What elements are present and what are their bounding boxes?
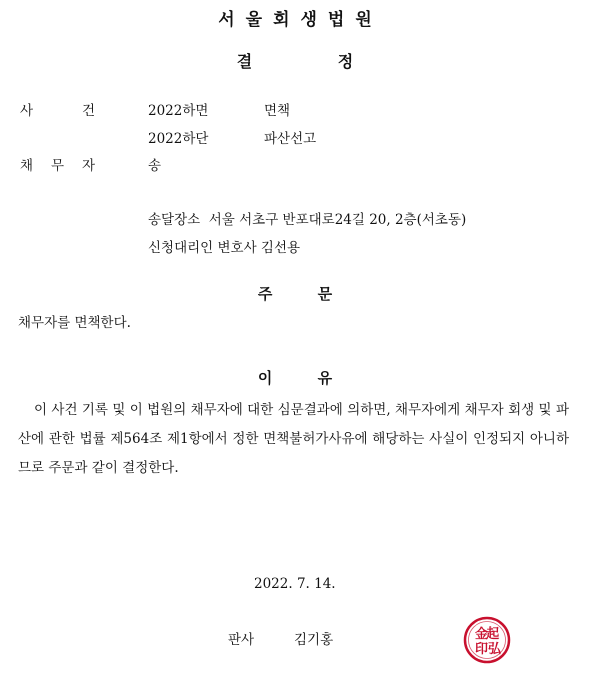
debtor-label-char: 자 [81,158,95,174]
case-name-1: 면책 [264,103,291,119]
judge-name: 김기홍 [294,632,334,648]
debtor-label [20,156,95,176]
debtor-label-char: 채 [20,158,34,174]
seal-characters: 金起 印弘 [474,626,501,657]
reason-text: 이 사건 기록 및 이 법원의 채무자에 대한 심문결과에 의하면, 채무자에게 채무자 회생 및 파산에 관한 법률 제564조 제1항에서 정한 면책불허가사유에 해당하는 사실이 인정되지 아니하므로 주문과 같이 결정한다. [18,402,569,476]
service-address: 송달장소 서울 서초구 반포대로24길 20, 2층(서초동) [148,212,467,228]
reason-heading: 이 유 [257,369,333,387]
order-text: 채무자를 면책한다. [18,315,131,331]
case-label-char: 사 [20,103,34,119]
judge-seal-stamp [462,615,512,665]
case-number-2: 2022하단 [148,131,209,147]
case-label [20,101,95,121]
debtor-name: 송 [148,158,162,174]
judge-title: 판사 [228,632,255,648]
applicant-agent: 신청대리인 변호사 김선용 [148,240,301,256]
case-number-1: 2022하면 [148,103,209,119]
court-name: 서울회생법원 [218,10,383,30]
debtor-label-char: 무 [50,158,65,174]
case-label-char: 건 [81,103,95,119]
document-title: 결 정 [236,52,354,71]
order-heading: 주 문 [257,285,333,303]
case-name-2: 파산선고 [264,131,317,147]
decision-date: 2022. 7. 14. [254,576,336,592]
